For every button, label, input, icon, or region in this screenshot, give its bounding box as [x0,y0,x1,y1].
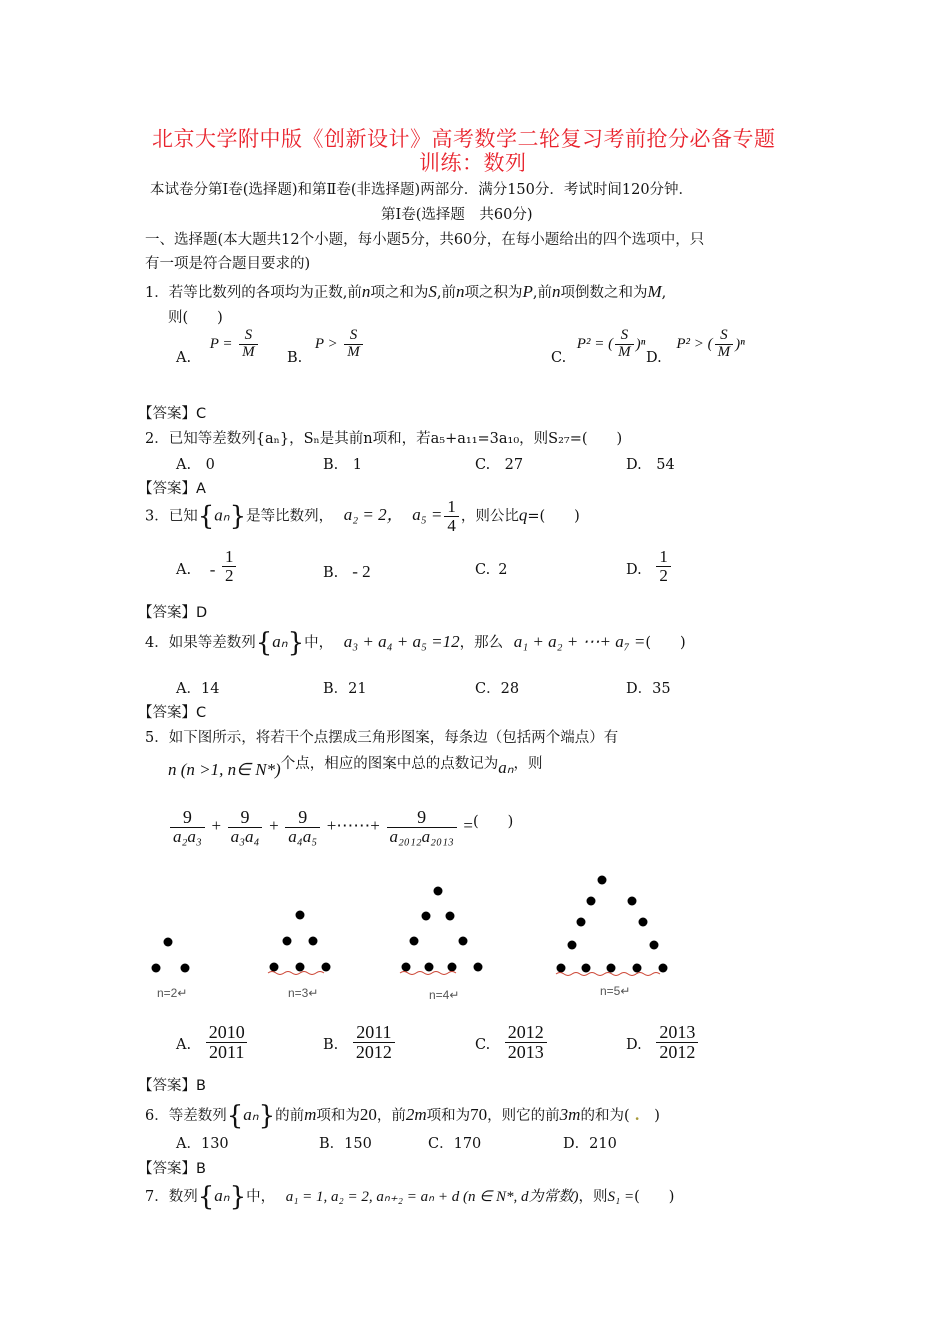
triangle-n3 [268,911,331,975]
triangle-n5 [556,876,668,976]
question-2-answer: 【答案】A [138,481,206,497]
page-title: 北京大学附中版《创新设计》高考数学二轮复习考前抢分必备专题 [152,127,776,151]
question-5-stem: 5．如下图所示，将若干个点摆成三角形图案，每条边（包括两个端点）有 [145,730,619,746]
q1-option-d[interactable]: D. P² > ( $\frac{S}{M}$ )ⁿ [646,327,745,366]
page-subtitle: 训练：数列 [419,151,527,175]
question-5-answer: 【答案】B [138,1078,206,1094]
q6-option-a[interactable]: A．130 [176,1136,229,1152]
question-1-answer: 【答案】C [138,406,207,422]
question-3-stem: 3．已知{aₙ}是等比数列， a₂ = 2， a₅ = $\frac{1}{4}$ ，则公比q=( ) [145,497,580,535]
figure-label-n3: n=3↵ [288,986,319,1000]
section-heading: 一、选择题(本大题共12个小题，每小题5分，共60分，在每小题给出的四个选项中，只 [145,232,705,248]
q5-option-b[interactable]: B. $\frac{2011}{2012}$ [323,1023,397,1062]
q6-option-c[interactable]: C．170 [428,1136,482,1152]
q1-option-c[interactable]: C. P² = ( $\frac{S}{M}$ )ⁿ [551,327,646,366]
q6-option-d[interactable]: D．210 [563,1136,617,1152]
q5-option-c[interactable]: C. $\frac{2012}{2013}$ [475,1023,549,1062]
section-heading-cont: 有一项是符合题目要求的) [145,256,311,272]
triangle-n4 [400,887,483,975]
figure-label-n5: n=5↵ [600,984,631,998]
figure-label-n2: n=2↵ [157,986,188,1000]
q3-option-c[interactable]: C. 2 [475,562,508,578]
q3-option-d[interactable]: D. $\frac{1}{2}$ [626,548,673,585]
q3-option-a[interactable]: A. - $\frac{1}{2}$ [176,548,238,585]
q1-option-a[interactable]: A. P = $\frac{S}{M}$ [176,328,260,366]
question-7-stem: 7．数列{aₙ}中， a₁ = 1, a₂ = 2, aₙ₊₂ = aₙ + d (n ∈ N*, d为常数)，则S₁ =( ) [145,1182,675,1212]
question-6-stem: 6．等差数列{aₙ}的前m项和为20，前2m项和为70，则它的前3m的和为( . ) [145,1101,660,1131]
q4-option-b[interactable]: B．21 [323,681,367,697]
question-4-stem: 4．如果等差数列{aₙ}中， a₃ + a₄ + a₅ =12，那么 a₁ + a₂ + ⋯+ a₇ =( ) [145,628,686,658]
question-1-stem-cont: 则( ) [168,310,223,326]
q1-option-b[interactable]: B. P > $\frac{S}{M}$ [287,328,365,366]
intro-text: 本试卷分第Ⅰ卷(选择题)和第Ⅱ卷(非选择题)两部分．满分150分．考试时间120分钟． [150,182,694,198]
q6-option-b[interactable]: B．150 [319,1136,372,1152]
question-5-expression: $\frac{9}{\text{a₂a₃}}$ + $\frac{9}{\text{a₃a₄}}$ + $\frac{9}{\text{a₄a₅}}$ +⋯⋯+ $\frac{9}{\text{a₂₀₁₂a₂₀₁₃}}$ =( ) [168,808,513,846]
part-heading: 第Ⅰ卷(选择题 共60分) [381,207,533,223]
q2-option-b[interactable]: B. 1 [323,457,362,473]
question-6-answer: 【答案】B [138,1161,206,1177]
question-4-answer: 【答案】C [138,705,207,721]
q4-option-c[interactable]: C．28 [475,681,520,697]
q5-option-a[interactable]: A. $\frac{2010}{2011}$ [176,1023,250,1062]
q3-option-b[interactable]: B. - 2 [323,562,371,581]
q4-option-a[interactable]: A．14 [176,681,220,697]
q4-option-d[interactable]: D．35 [626,681,671,697]
question-1-stem: 1．若等比数列的各项均为正数,前n项之和为S,前n项之积为P,前n项倒数之和为M, [145,282,667,301]
q2-option-a[interactable]: A. 0 [176,457,215,473]
q2-option-d[interactable]: D. 54 [626,457,675,473]
q5-option-d[interactable]: D. $\frac{2013}{2012}$ [626,1023,700,1062]
q2-option-c[interactable]: C. 27 [475,457,524,473]
question-5-stem-cont: n (n >1, n∈ N*)个点，相应的图案中总的点数记为aₙ，则 [168,756,543,779]
question-2-stem: 2．已知等差数列{aₙ}，Sₙ是其前n项和，若a₅+a₁₁=3a₁₀，则S₂₇=( ) [145,431,623,447]
triangle-n2 [152,938,190,973]
figure-label-n4: n=4↵ [429,988,460,1002]
question-3-answer: 【答案】D [138,605,208,621]
